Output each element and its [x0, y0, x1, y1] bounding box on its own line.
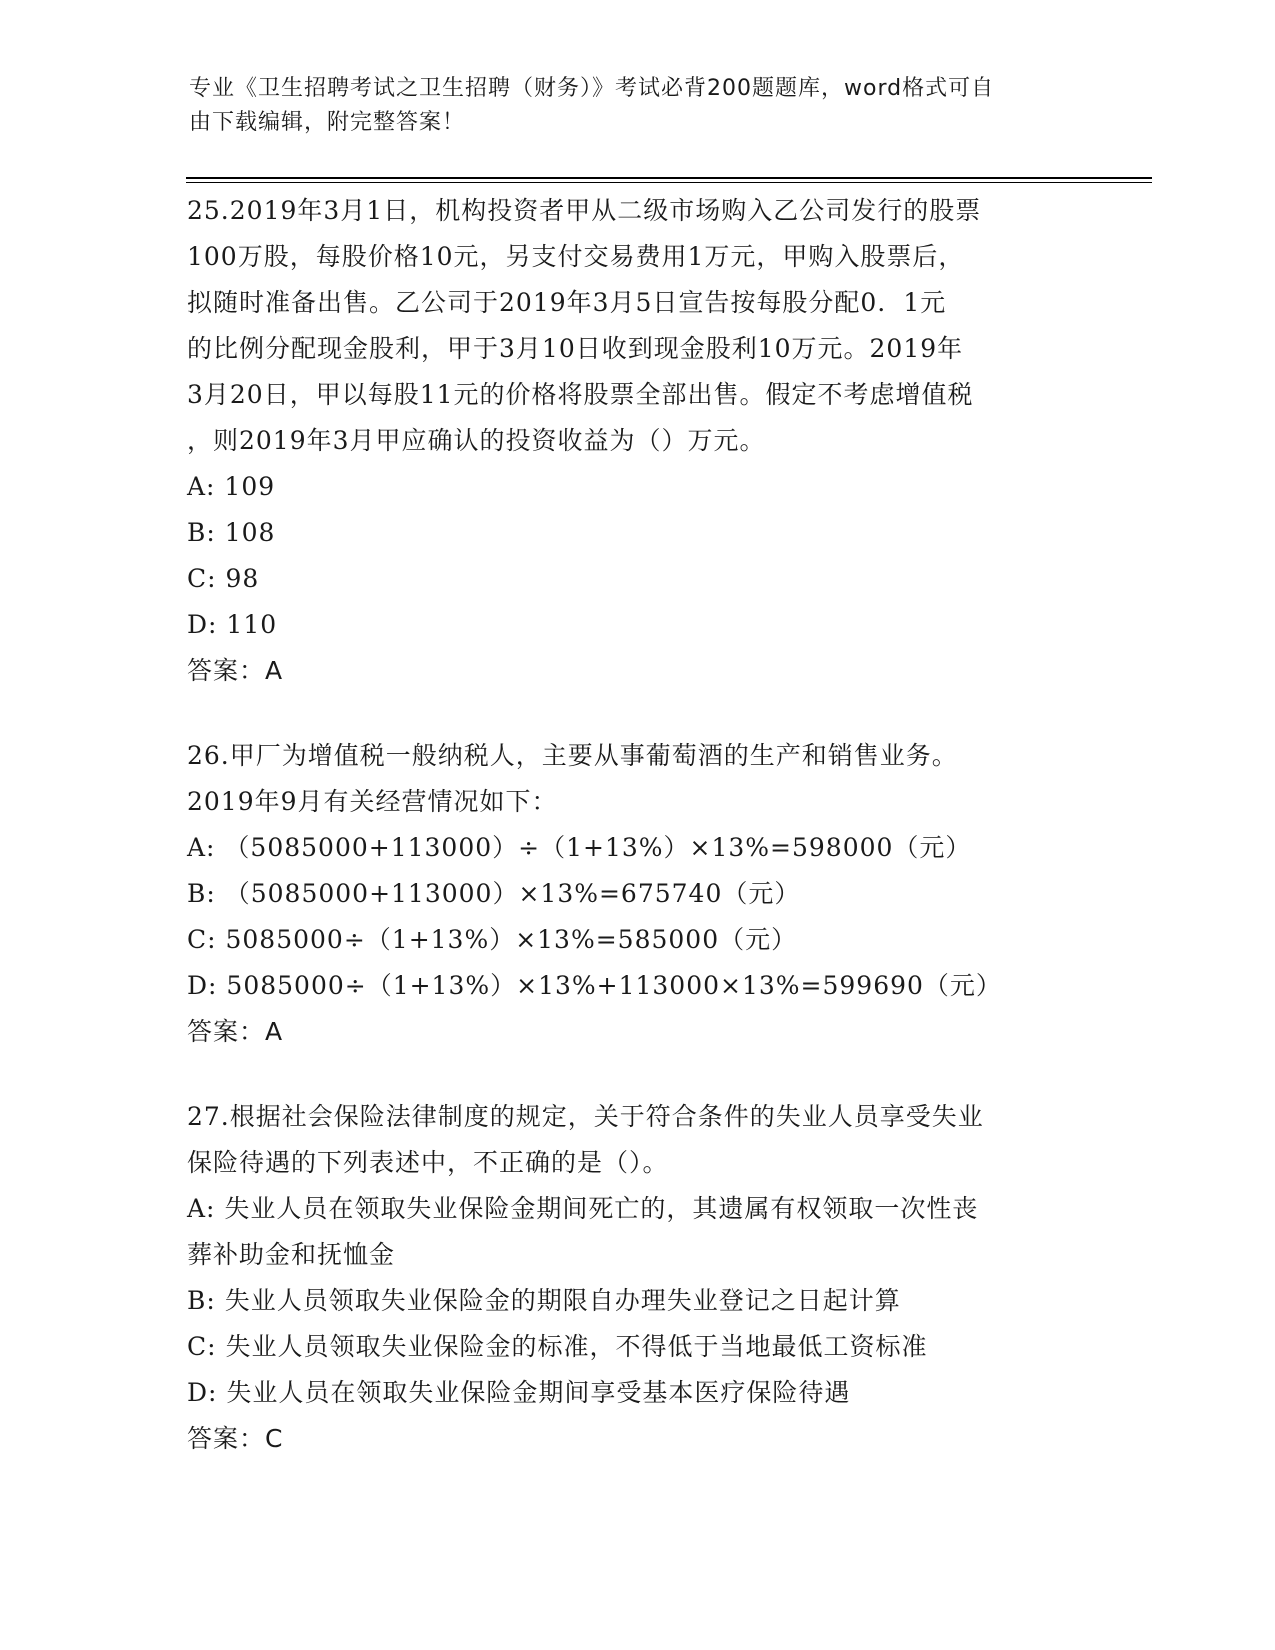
question-stem-line: 26.甲厂为增值税一般纳税人，主要从事葡萄酒的生产和销售业务。 [187, 741, 958, 770]
option-a: A: 109 [187, 472, 276, 501]
option-c: C: 5085000÷（1+13%）×13%=585000（元） [187, 925, 798, 954]
question-stem-line: 保险待遇的下列表述中，不正确的是（）。 [187, 1148, 669, 1177]
question-stem-line: 27.根据社会保险法律制度的规定，关于符合条件的失业人员享受失业 [187, 1102, 984, 1131]
option-d: D: 5085000÷（1+13%）×13%+113000×13%=599690（元） [187, 971, 1002, 1000]
header-line: 专业《卫生招聘考试之卫生招聘（财务）》考试必背200题题库，word格式可自 [189, 76, 995, 101]
option-b: B: 108 [187, 518, 276, 547]
question-stem-line: ，则2019年3月甲应确认的投资收益为（）万元。 [187, 426, 766, 455]
answer: 答案：A [187, 1017, 284, 1046]
option-a-continued: 葬补助金和抚恤金 [187, 1240, 396, 1269]
option-b: B: 失业人员领取失业保险金的期限自办理失业登记之日起计算 [187, 1286, 901, 1315]
question-stem-line: 的比例分配现金股利，甲于3月10日收到现金股利10万元。2019年 [187, 334, 964, 363]
option-a: A: （5085000+113000）÷（1+13%）×13%=598000（元） [187, 833, 972, 862]
question-stem-line: 3月20日，甲以每股11元的价格将股票全部出售。假定不考虑增值税 [187, 380, 974, 409]
question-25 [187, 188, 1087, 694]
option-b: B: （5085000+113000）×13%=675740（元） [187, 879, 801, 908]
option-d: D: 110 [187, 610, 278, 639]
question-list [187, 188, 1087, 1501]
question-27 [187, 1094, 1087, 1462]
option-c: C: 98 [187, 564, 260, 593]
answer: 答案：A [187, 656, 284, 685]
question-stem-line: 100万股，每股价格10元，另支付交易费用1万元，甲购入股票后， [187, 242, 965, 271]
question-stem-line: 2019年9月有关经营情况如下： [187, 787, 558, 816]
option-d: D: 失业人员在领取失业保险金期间享受基本医疗保险待遇 [187, 1378, 851, 1407]
header-divider-thin [186, 182, 1152, 183]
question-26 [187, 733, 1087, 1055]
document-header [189, 72, 1069, 140]
question-stem-line: 拟随时准备出售。乙公司于2019年3月5日宣告按每股分配0．1元 [187, 288, 947, 317]
header-divider-thick [186, 177, 1152, 179]
option-a: A: 失业人员在领取失业保险金期间死亡的，其遗属有权领取一次性丧 [187, 1194, 979, 1223]
question-stem-line: 25.2019年3月1日，机构投资者甲从二级市场购入乙公司发行的股票 [187, 196, 982, 225]
answer: 答案：C [187, 1424, 284, 1453]
header-line: 由下载编辑，附完整答案！ [189, 110, 466, 135]
option-c: C: 失业人员领取失业保险金的标准，不得低于当地最低工资标准 [187, 1332, 928, 1361]
